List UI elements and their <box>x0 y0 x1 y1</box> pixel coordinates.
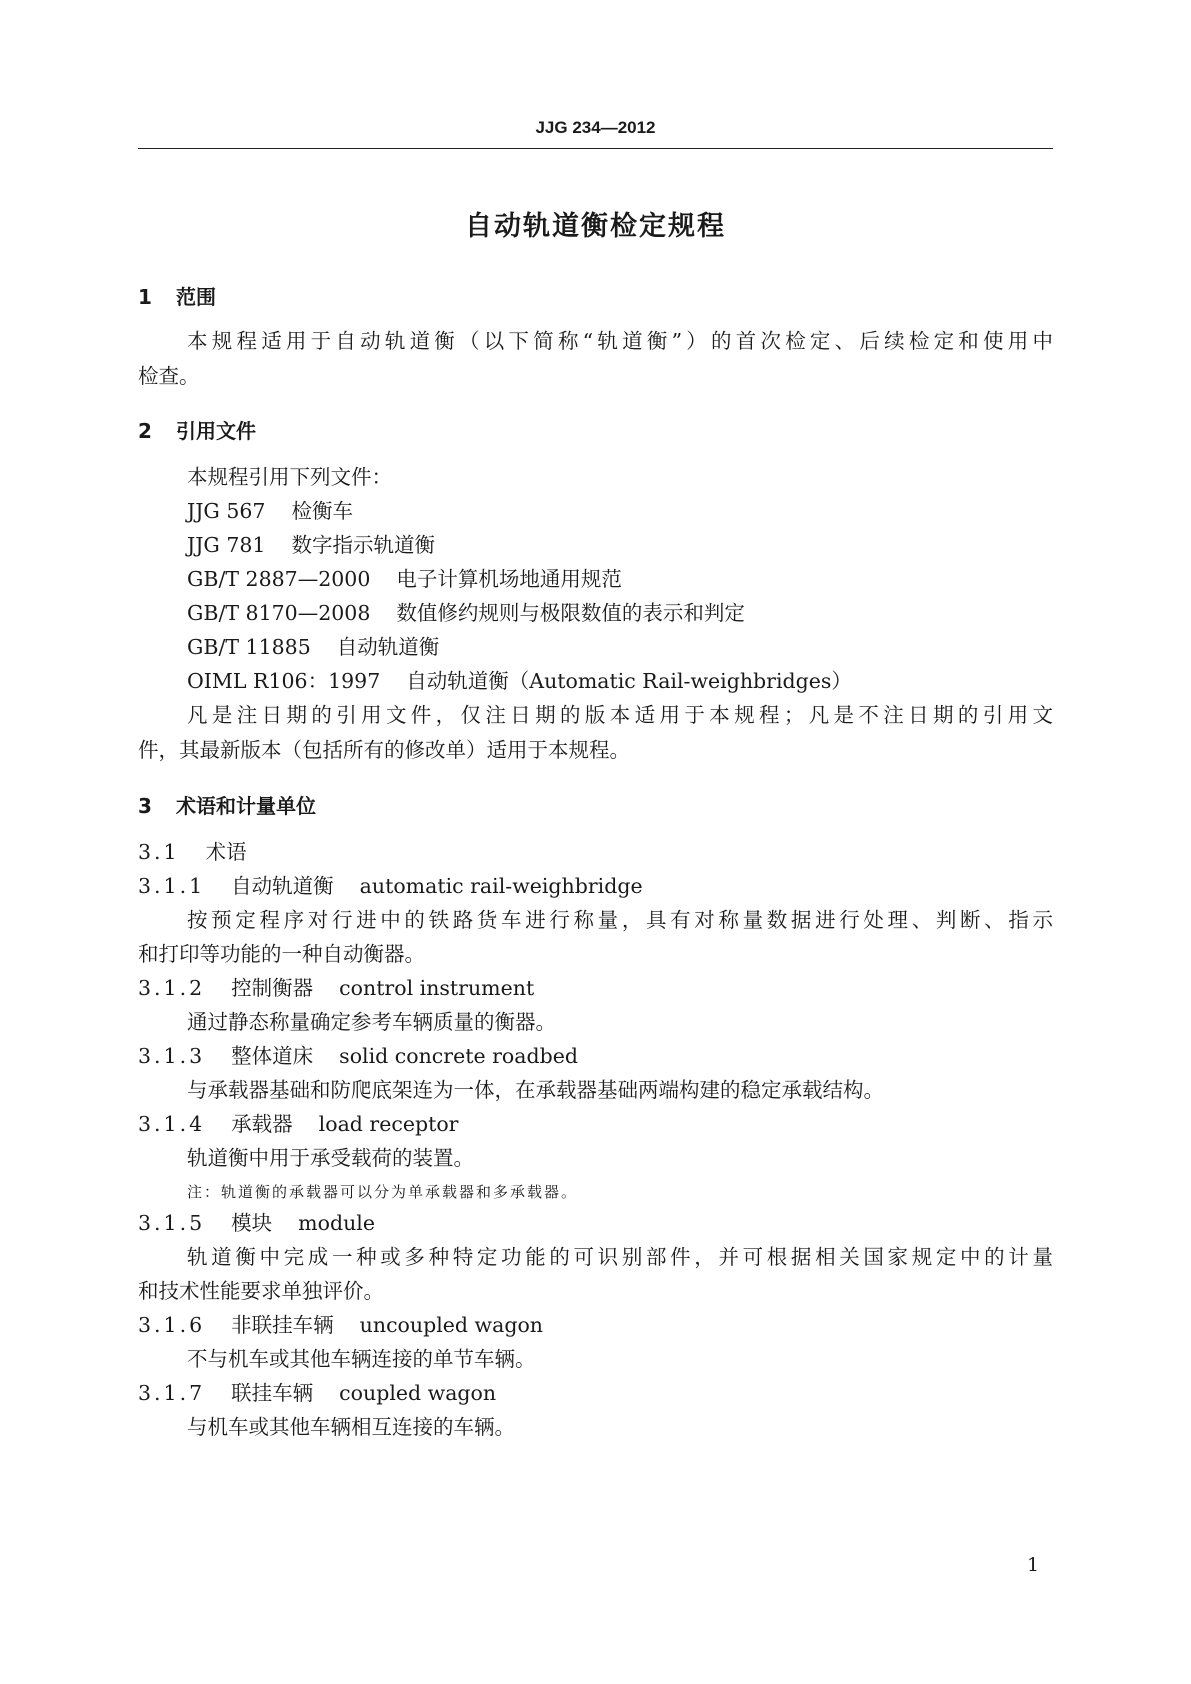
section-2-heading <box>138 415 256 444</box>
term-definition-line: 按预定程序对行进中的铁路货车进行称量，具有对称量数据进行处理、判断、指示 <box>187 908 1053 932</box>
term-heading <box>138 978 534 999</box>
subsection-number: 3.1 <box>138 840 180 864</box>
term-number: 3.1.2 <box>138 976 206 1000</box>
section-1-paragraph-line: 本规程适用于自动轨道衡（以下简称“轨道衡”）的首次检定、后续检定和使用中 <box>187 329 1053 353</box>
subsection-title: 术语 <box>205 840 247 864</box>
term-chinese: 承载器 <box>231 1112 293 1136</box>
term-heading <box>138 1114 458 1135</box>
term-heading <box>138 1383 496 1404</box>
term-definition-line: 轨道衡中用于承受载荷的装置。 <box>187 1146 474 1170</box>
header-divider <box>138 148 1053 149</box>
references-closing-line: 凡是注日期的引用文件，仅注日期的版本适用于本规程；凡是不注日期的引用文 <box>187 703 1053 727</box>
term-heading <box>138 1213 375 1234</box>
section-title: 引用文件 <box>176 419 256 443</box>
reference-item <box>187 535 435 556</box>
section-number: 3 <box>138 794 152 818</box>
reference-name: 检衡车 <box>291 499 353 523</box>
references-intro: 本规程引用下列文件： <box>187 465 392 489</box>
reference-name: 数字指示轨道衡 <box>291 533 435 557</box>
section-1-heading <box>138 281 216 310</box>
section-1-paragraph-line: 检查。 <box>138 364 200 388</box>
term-english: control instrument <box>339 976 535 1000</box>
reference-item <box>187 671 852 692</box>
term-heading <box>138 1046 578 1067</box>
page-number: 1 <box>1027 1554 1040 1576</box>
section-title: 术语和计量单位 <box>176 794 316 818</box>
term-number: 3.1.5 <box>138 1211 206 1235</box>
term-definition-line: 不与机车或其他车辆连接的单节车辆。 <box>187 1347 536 1371</box>
term-chinese: 联挂车辆 <box>231 1381 314 1405</box>
term-chinese: 模块 <box>231 1211 273 1235</box>
reference-item <box>187 637 439 658</box>
term-english: automatic rail-weighbridge <box>359 874 643 898</box>
term-number: 3.1.7 <box>138 1381 206 1405</box>
references-closing-line: 件，其最新版本（包括所有的修改单）适用于本规程。 <box>138 738 630 762</box>
term-definition-line: 与机车或其他车辆相互连接的车辆。 <box>187 1415 515 1439</box>
reference-name: 电子计算机场地通用规范 <box>396 567 622 591</box>
term-definition-line: 通过静态称量确定参考车辆质量的衡器。 <box>187 1010 556 1034</box>
term-note: 注：轨道衡的承载器可以分为单承载器和多承载器。 <box>187 1183 579 1201</box>
reference-name: 自动轨道衡（Automatic Rail-weighbridges） <box>406 669 852 693</box>
section-number: 1 <box>138 285 152 309</box>
term-heading <box>138 876 643 897</box>
term-number: 3.1.4 <box>138 1112 206 1136</box>
term-chinese: 非联挂车辆 <box>231 1313 334 1337</box>
header-standard-code: JJG 234—2012 <box>535 118 656 137</box>
term-number: 3.1.6 <box>138 1313 206 1337</box>
term-chinese: 整体道床 <box>231 1044 314 1068</box>
reference-item <box>187 569 622 590</box>
section-3-heading <box>138 790 316 819</box>
term-definition-line: 与承载器基础和防爬底架连为一体，在承载器基础两端构建的稳定承载结构。 <box>187 1078 884 1102</box>
reference-code: JJG 781 <box>187 533 266 557</box>
term-definition-line: 和技术性能要求单独评价。 <box>138 1279 384 1303</box>
document-title: 自动轨道衡检定规程 <box>465 211 726 242</box>
reference-code: GB/T 11885 <box>187 635 311 659</box>
term-number: 3.1.3 <box>138 1044 206 1068</box>
reference-name: 数值修约规则与极限数值的表示和判定 <box>396 601 745 625</box>
term-chinese: 自动轨道衡 <box>231 874 334 898</box>
term-definition-line: 和打印等功能的一种自动衡器。 <box>138 942 425 966</box>
term-definition-line: 轨道衡中完成一种或多种特定功能的可识别部件，并可根据相关国家规定中的计量 <box>187 1245 1053 1269</box>
subsection-3-1-heading <box>138 842 247 863</box>
term-english: solid concrete roadbed <box>339 1044 578 1068</box>
term-chinese: 控制衡器 <box>231 976 314 1000</box>
term-english: coupled wagon <box>339 1381 497 1405</box>
reference-code: OIML R106：1997 <box>187 669 381 693</box>
reference-item <box>187 603 745 624</box>
reference-code: GB/T 8170—2008 <box>187 601 371 625</box>
reference-item <box>187 501 353 522</box>
section-title: 范围 <box>176 285 216 309</box>
term-english: module <box>298 1211 375 1235</box>
term-number: 3.1.1 <box>138 874 206 898</box>
reference-code: JJG 567 <box>187 499 266 523</box>
term-heading <box>138 1315 543 1336</box>
section-number: 2 <box>138 419 152 443</box>
term-english: uncoupled wagon <box>359 1313 543 1337</box>
reference-code: GB/T 2887—2000 <box>187 567 371 591</box>
term-english: load receptor <box>318 1112 459 1136</box>
reference-name: 自动轨道衡 <box>336 635 440 659</box>
